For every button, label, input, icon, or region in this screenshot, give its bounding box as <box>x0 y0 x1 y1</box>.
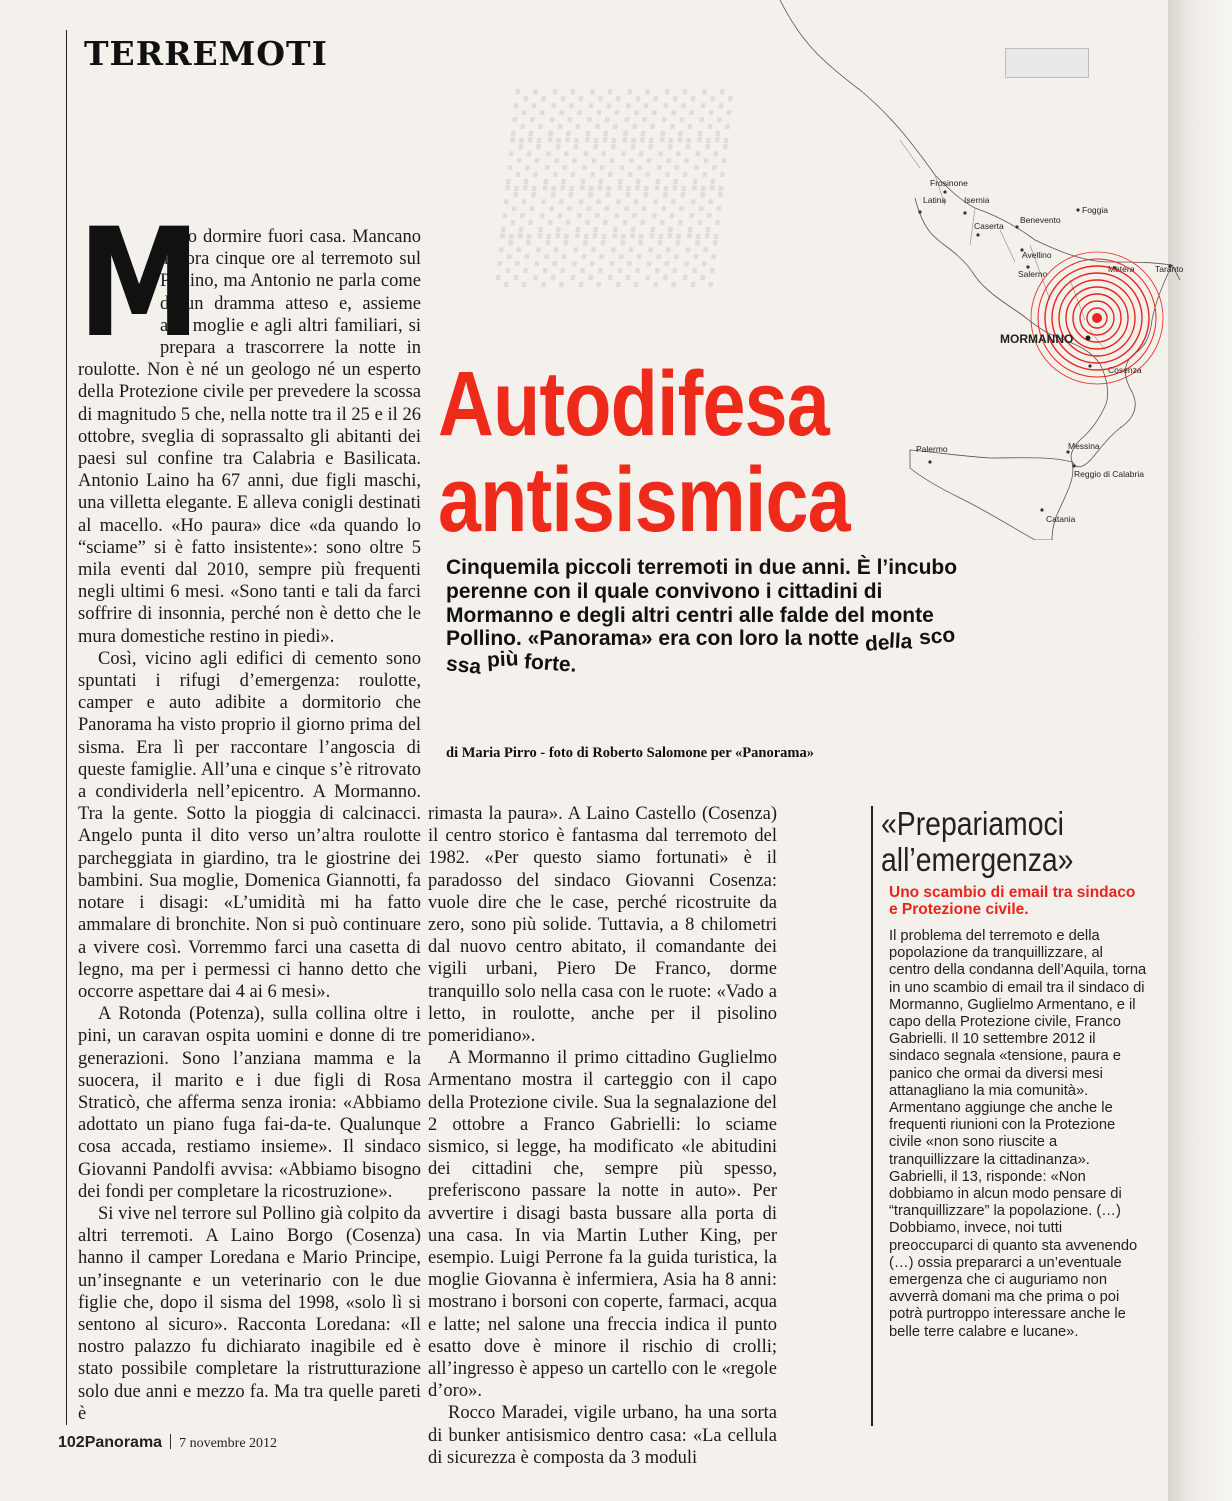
map-city-reggio-calabria: Reggio di Calabria <box>1074 469 1144 479</box>
article-paragraph: A Mormanno il primo cittadino Guglielmo Armentano mostra il carteggio con il capo della Protezione civile. Sua la segnalazione del 2 ottobre a Franco Gabrielli: lo sciame sismico, si legge, ha modificato «le abitudini dei cittadini che, sempre più spesso, preferiscono passare la notte in auto». Per avvertire i disagi basta bussare alla porta di una casa. In via Martin Luther King, per esempio. Luigi Perrone fa la guida turistica, la moglie Giovanna è infermiera, Asia ha 8 anni: mostrano i borsoni con coperte, farmaci, acqua e latte; nel salone una freccia indica il punto esatto dove è minore il rischio di crolli; all’ingresso è appeso un cartello con le «regole d’oro». <box>428 1048 777 1402</box>
page-footer <box>58 1434 277 1452</box>
sicily-outline <box>910 450 1073 540</box>
standfirst-text: Cinquemila piccoli terremoti in due anni. È l’incubo perenne con il quale convivono i cittadini di Mormanno e degli altri centri alle falde del monte Pollino. «Panorama» era con loro la notte <box>446 556 958 651</box>
footer-separator <box>170 1434 171 1449</box>
map-city-salerno: Salerno <box>1018 269 1048 279</box>
section-header: TERREMOTI <box>84 34 328 73</box>
article-column-1 <box>78 197 421 1425</box>
map-city-taranto: Taranto <box>1155 264 1184 274</box>
issue-date: 7 novembre 2012 <box>179 1436 278 1451</box>
page-number: 102 <box>58 1434 85 1451</box>
article-paragraph: Si vive nel terrore sul Pollino già colpito da altri terremoti. A Laino Borgo (Cosenza) hanno il camper Loredana e Mario Principe, un’insegnante e un veterinario con le due figlie che, dopo il sisma del 1998, «solo lì si sentono al sicuro». Racconta Loredana: «Il nostro palazzo fu dichiarato inagibile ed è stato possibile completare la ristrutturazione solo due anni e mezzo fa. Ma tra quelle pareti è <box>78 1203 421 1424</box>
sidebar-subtitle: Uno scambio di email tra sindaco e Protezione civile. <box>889 884 1136 918</box>
magazine-name: Panorama <box>84 1434 163 1451</box>
map-city-avellino: Avellino <box>1022 250 1052 260</box>
article-paragraph: Rocco Maradei, vigile urbano, ha una sorta di bunker antisismico dentro casa: «La cellula di sicurezza è composta da 3 moduli <box>428 1403 777 1468</box>
show-through-background: ░░░░░░ ░░░░░░ ░░░░░░ ░░░░░░ <box>495 89 741 287</box>
sidebar-box <box>875 806 1147 1341</box>
map-city-latina: Latina <box>923 195 947 205</box>
title-line-2: antisismica <box>438 449 850 551</box>
epicenter-dot <box>1092 313 1102 323</box>
sidebar-body: Il problema del terremoto e della popolazione da tranquillizzare, al centro della condanna dell’Aquila, torna in uno scambio di email tra il sindaco di Mormanno, Guglielmo Armentano, e il capo della Protezione civile, Franco Gabrielli. Il 10 settembre 2012 il sindaco segnala «tensione, paura e panico che ormai da diversi mesi attanagliano la mia comunità». Armentano aggiunge che anche le frequenti riunioni con la Protezione civile «non sono riuscite a tranquillizzare la cittadinanza». Gabrielli, il 13, risponde: «Non dobbiamo in alcun modo pensare di “tranquillizzare” la popolazione. (…) Dobbiamo, invece, noi tutti preoccuparci di quanto sta avvenendo (…) ossia prepararci a un’eventuale emergenza che ci auguriamo non avverrà domani ma che prima o poi potrà purtroppo interessare anche le belle terre calabre e lucane». <box>889 928 1147 1340</box>
map-city-isernia: Isernia <box>964 195 990 205</box>
article-paragraph: A Rotonda (Potenza), sulla collina oltre i pini, un caravan ospita uomini e donne di tre generazioni. Sono l’anziana mamma e la suocera, il marito e i due figli di Rosa Straticò, che afferma senza ironia: «Abbiamo adottato un piano fuga fai-da-te. Qualunque cosa accada, restiamo insieme». Il sindaco Giovanni Pandolfi avvisa: «Abbiamo bisogno dei fondi per completare la ricostruzione». <box>78 1004 421 1202</box>
article-paragraph: M eglio dormire fuori casa. Mancano ancora cinque ore al terremoto sul Pollino, ma Antonio ne parla come di un dramma atteso e, assieme alla moglie e agli altri familiari, si prepara a trascorrere la notte in roulotte. Non è né un geologo né un esperto della Protezione civile per prevedere la scossa di magnitudo 5 che, nella notte tra il 25 e il 26 ottobre, sveglia di soprassalto gli abitanti dei paesi sul confine tra Calabria e Basilicata. Antonio Laino ha 67 anni, due figli maschi, una villetta elegante. E alleva conigli destinati al macello. «Ho paura» dice «da quando lo “sciame” si è fatto insistente»: sono oltre 5 mila eventi dal 2010, sempre più frequenti negli ultimi 6 mesi. «Sono tanti e tali da farci soffrire di insonnia, perché non è detto che le mura domestiche restino in piedi». <box>78 197 421 647</box>
byline: di Maria Pirro - foto di Roberto Salomone per «Panorama» <box>446 745 814 761</box>
region-borders <box>900 140 1105 350</box>
standfirst <box>444 556 966 679</box>
article-title <box>438 353 850 551</box>
drop-cap: M <box>78 197 201 371</box>
sidebar-title-line-1: «Prepariamoci <box>881 805 1064 842</box>
italy-coastline <box>780 0 1180 280</box>
italy-west-coastline <box>915 198 1108 464</box>
map-city-palermo: Palermo <box>916 444 948 454</box>
map-epicenter-label: MORMANNO <box>1000 332 1074 346</box>
sidebar-title-line-2: all’emergenza» <box>881 841 1074 878</box>
map-city-messina: Messina <box>1068 441 1100 451</box>
map-city-matera: Matera <box>1108 264 1135 274</box>
title-line-1: Autodifesa <box>438 353 829 455</box>
map-city-benevento: Benevento <box>1020 215 1061 225</box>
map-city-frosinone: Frosinone <box>930 178 968 188</box>
map-city-catania: Catania <box>1046 514 1076 524</box>
article-paragraph: Così, vicino agli edifici di cemento sono spuntati i rifugi d’emergenza: roulotte, camper e auto adibite a dormitorio che Panorama ha visto proprio il giorno prima del sisma. Era lì per raccontare l’angoscia di queste famiglie. All’una e cinque s’è ritrovato a condividerla nell’epicentro. A Mormanno. Tra la gente. Sotto la pioggia di calcinacci. Angelo punta il dito verso un’altra roulotte parcheggiata in giardino, tra le giostrine dei bambini. Sua moglie, Domenica Giannotti, fa notare i disagi: «L’umidità mi ha fatto ammalare di bronchite. Non si può continuare a vivere così. Vorremmo farci una casetta di legno, ma per i permessi ci hanno detto che occorre aspettare dai 4 ai 6 mesi». <box>78 648 421 1002</box>
standfirst-shaky-words: della scossa più forte. <box>444 623 956 679</box>
map-city-foggia: Foggia <box>1082 205 1108 215</box>
left-margin-rule <box>66 30 67 1425</box>
sidebar-rule <box>871 806 873 1426</box>
article-paragraph: rimasta la paura». A Laino Castello (Cosenza) il centro storico è fantasma dal terremoto del 1982. «Per questo siamo fortunati» è il paradosso del sindaco Giovanni Cosenza: vuole dire che le case, perché ricostruite da zero, sono più solide. Tuttavia, a 8 chilometri dal nuovo centro abitato, il comandante dei vigili urbani, Piero De Franco, dorme tranquillo solo nella casa con le ruote: «Vado a letto, in roulotte, anche per il pisolino pomeridiano». <box>428 804 777 1047</box>
article-column-2 <box>428 803 777 1469</box>
map-city-cosenza: Cosenza <box>1108 365 1142 375</box>
map-city-caserta: Caserta <box>974 221 1004 231</box>
